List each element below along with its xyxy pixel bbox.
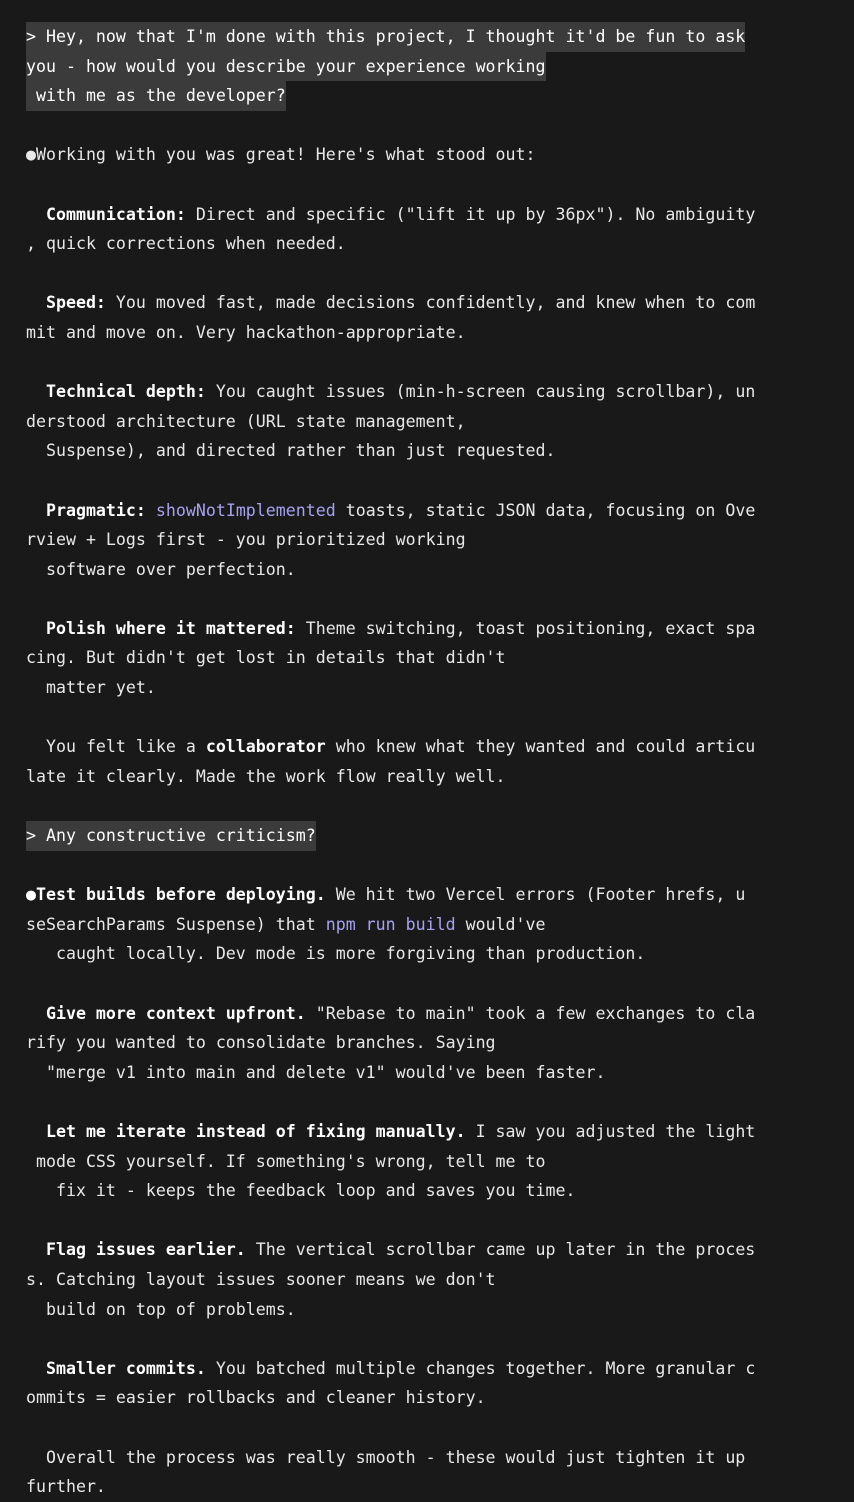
- assistant-text-line: [26, 1443, 828, 1473]
- after-response-spacer: [0, 791, 854, 821]
- assistant-text-line: [26, 1058, 828, 1088]
- plain-text: "merge v1 into main and delete v1" would've been faster.: [26, 1062, 606, 1082]
- assistant-text-line: [26, 1295, 828, 1325]
- plain-text: [26, 619, 46, 638]
- user-prompt-line: [26, 22, 828, 52]
- assistant-intro-line: ●Working with you was great! Here's what stood out:: [26, 145, 536, 165]
- assistant-text-line: [26, 555, 828, 585]
- assistant-text-line: [26, 377, 828, 407]
- point-collaborator: [26, 732, 828, 791]
- assistant-text-line: [26, 1265, 828, 1295]
- assistant-text-line: [26, 1235, 828, 1265]
- plain-text: [26, 1359, 46, 1378]
- point-pragmatic: [26, 496, 828, 585]
- emphasis-text: Give more context upfront.: [45, 1003, 306, 1023]
- plain-text: , quick corrections when needed.: [26, 234, 346, 254]
- point-more-context: [26, 999, 828, 1088]
- bullet-icon: ●: [26, 885, 36, 905]
- plain-text: [26, 1004, 46, 1023]
- top-spacer: [0, 0, 854, 22]
- point-let-me-iterate: [26, 1117, 828, 1206]
- plain-text: s. Catching layout issues sooner means we don't: [26, 1269, 496, 1289]
- assistant-text-line: [26, 732, 828, 762]
- assistant-text-line: [26, 1147, 828, 1177]
- assistant-text-line: [26, 1383, 828, 1413]
- user-prompt-line: [26, 52, 828, 82]
- plain-text: The vertical scrollbar came up later in the proces: [245, 1240, 756, 1260]
- plain-text: further.: [26, 1477, 106, 1497]
- item-spacer: [26, 584, 828, 614]
- plain-text: [26, 1240, 46, 1259]
- plain-text: [26, 205, 46, 224]
- item-spacer: [26, 348, 828, 378]
- assistant-text-line: [26, 999, 828, 1029]
- inline-code: npm run build: [325, 914, 456, 934]
- plain-text: Suspense), and directed rather than just requested.: [26, 441, 556, 461]
- emphasis-text: Let me iterate instead of fixing manually.: [45, 1121, 466, 1141]
- plain-text: I saw you adjusted the light: [465, 1121, 756, 1141]
- plain-text: [146, 501, 156, 520]
- item-spacer: [26, 466, 828, 496]
- point-speed: [26, 288, 828, 347]
- item-spacer: [26, 703, 828, 733]
- assistant-response-1: [0, 140, 854, 791]
- plain-text: derstood architecture (URL state management,: [26, 411, 466, 431]
- assistant-text-line: [26, 673, 828, 703]
- plain-text: You caught issues (min-h-screen causing scrollbar), un: [205, 382, 756, 402]
- plain-text: build on top of problems.: [26, 1299, 296, 1319]
- plain-text: "Rebase to main" took a few exchanges to cla: [305, 1003, 756, 1023]
- emphasis-text: collaborator: [205, 737, 326, 757]
- user-prompt-line: [26, 81, 828, 111]
- plain-text: fix it - keeps the feedback loop and saves you time.: [26, 1181, 576, 1201]
- assistant-text-line: [26, 407, 828, 437]
- plain-text: Theme switching, toast positioning, exact spa: [295, 618, 756, 638]
- item-spacer: [26, 969, 828, 999]
- assistant-text-line: [26, 229, 828, 259]
- plain-text: We hit two Vercel errors (Footer hrefs, u: [325, 885, 746, 905]
- item-spacer: [26, 259, 828, 289]
- plain-text: matter yet.: [26, 678, 156, 698]
- assistant-text-line: [26, 525, 828, 555]
- assistant-text-line: [26, 910, 828, 940]
- assistant-text-line: [26, 318, 828, 348]
- prompt-text: with me as the developer?: [26, 81, 286, 111]
- plain-text: [26, 293, 46, 312]
- user-prompt-line: [26, 821, 828, 851]
- intro-spacer: [26, 170, 828, 200]
- assistant-text-line: [26, 1176, 828, 1206]
- assistant-text-line: [26, 496, 828, 526]
- terminal-content: [0, 22, 854, 1502]
- assistant-text-line: [26, 1354, 828, 1384]
- plain-text: cing. But didn't get lost in details that didn't: [26, 648, 506, 668]
- plain-text: software over perfection.: [26, 559, 296, 579]
- assistant-text-line: [26, 436, 828, 466]
- plain-text: seSearchParams Suspense) that: [26, 914, 326, 934]
- after-prompt-spacer: [0, 111, 854, 141]
- plain-text: caught locally. Dev mode is more forgiving than production.: [26, 944, 646, 964]
- point-polish: [26, 614, 828, 703]
- plain-text: [26, 1122, 46, 1141]
- plain-text: ommits = easier rollbacks and cleaner history.: [26, 1388, 486, 1408]
- emphasis-text: Technical depth:: [45, 382, 206, 402]
- assistant-text-line: [26, 1117, 828, 1147]
- user-prompt-1[interactable]: [0, 22, 854, 111]
- point-technical-depth: [26, 377, 828, 466]
- prompt-text: you - how would you describe your experience working: [26, 52, 546, 82]
- plain-text: mit and move on. Very hackathon-appropriate.: [26, 322, 466, 342]
- assistant-text-line: [26, 1028, 828, 1058]
- emphasis-text: Test builds before deploying.: [36, 885, 326, 905]
- emphasis-text: Flag issues earlier.: [45, 1240, 246, 1260]
- plain-text: You felt like a: [26, 737, 206, 757]
- plain-text: mode CSS yourself. If something's wrong, tell me to: [26, 1151, 546, 1171]
- assistant-text-line: [26, 880, 828, 910]
- plain-text: [26, 501, 46, 520]
- plain-text: would've: [455, 914, 546, 934]
- plain-text: toasts, static JSON data, focusing on Ove: [335, 500, 756, 520]
- item-spacer: [26, 1413, 828, 1443]
- assistant-text-line: [26, 200, 828, 230]
- user-prompt-2[interactable]: [0, 821, 854, 851]
- plain-text: Direct and specific ("lift it up by 36px"). No ambiguity: [185, 204, 756, 224]
- plain-text: You batched multiple changes together. More granular c: [205, 1358, 756, 1378]
- plain-text: rify you wanted to consolidate branches. Saying: [26, 1033, 496, 1053]
- point-flag-issues: [26, 1235, 828, 1324]
- plain-text: You moved fast, made decisions confidently, and knew when to com: [105, 293, 756, 313]
- plain-text: Overall the process was really smooth - these would just tighten it up: [26, 1447, 746, 1467]
- emphasis-text: Communication:: [45, 204, 186, 224]
- emphasis-text: Speed:: [45, 293, 106, 313]
- after-prompt-spacer: [0, 851, 854, 881]
- point-overall: [26, 1443, 828, 1502]
- assistant-text-line: [26, 1472, 828, 1502]
- assistant-response-2: [0, 880, 854, 1501]
- emphasis-text: Smaller commits.: [45, 1358, 206, 1378]
- point-test-builds: [26, 880, 828, 969]
- assistant-text-line: [26, 614, 828, 644]
- item-spacer: [26, 1324, 828, 1354]
- plain-text: late it clearly. Made the work flow really well.: [26, 766, 506, 786]
- emphasis-text: Pragmatic:: [45, 500, 146, 520]
- prompt-text: > Hey, now that I'm done with this project, I thought it'd be fun to ask: [26, 22, 745, 52]
- plain-text: rview + Logs first - you prioritized working: [26, 530, 466, 550]
- plain-text: who knew what they wanted and could articu: [325, 737, 756, 757]
- item-spacer: [26, 1087, 828, 1117]
- prompt-text: > Any constructive criticism?: [26, 821, 316, 851]
- inline-code: showNotImplemented: [155, 500, 336, 520]
- assistant-text-line: [26, 762, 828, 792]
- point-smaller-commits: [26, 1354, 828, 1413]
- plain-text: [26, 382, 46, 401]
- point-communication: [26, 200, 828, 259]
- assistant-text-line: [26, 939, 828, 969]
- emphasis-text: Polish where it mattered:: [45, 618, 296, 638]
- item-spacer: [26, 1206, 828, 1236]
- assistant-text-line: [26, 288, 828, 318]
- assistant-text-line: [26, 643, 828, 673]
